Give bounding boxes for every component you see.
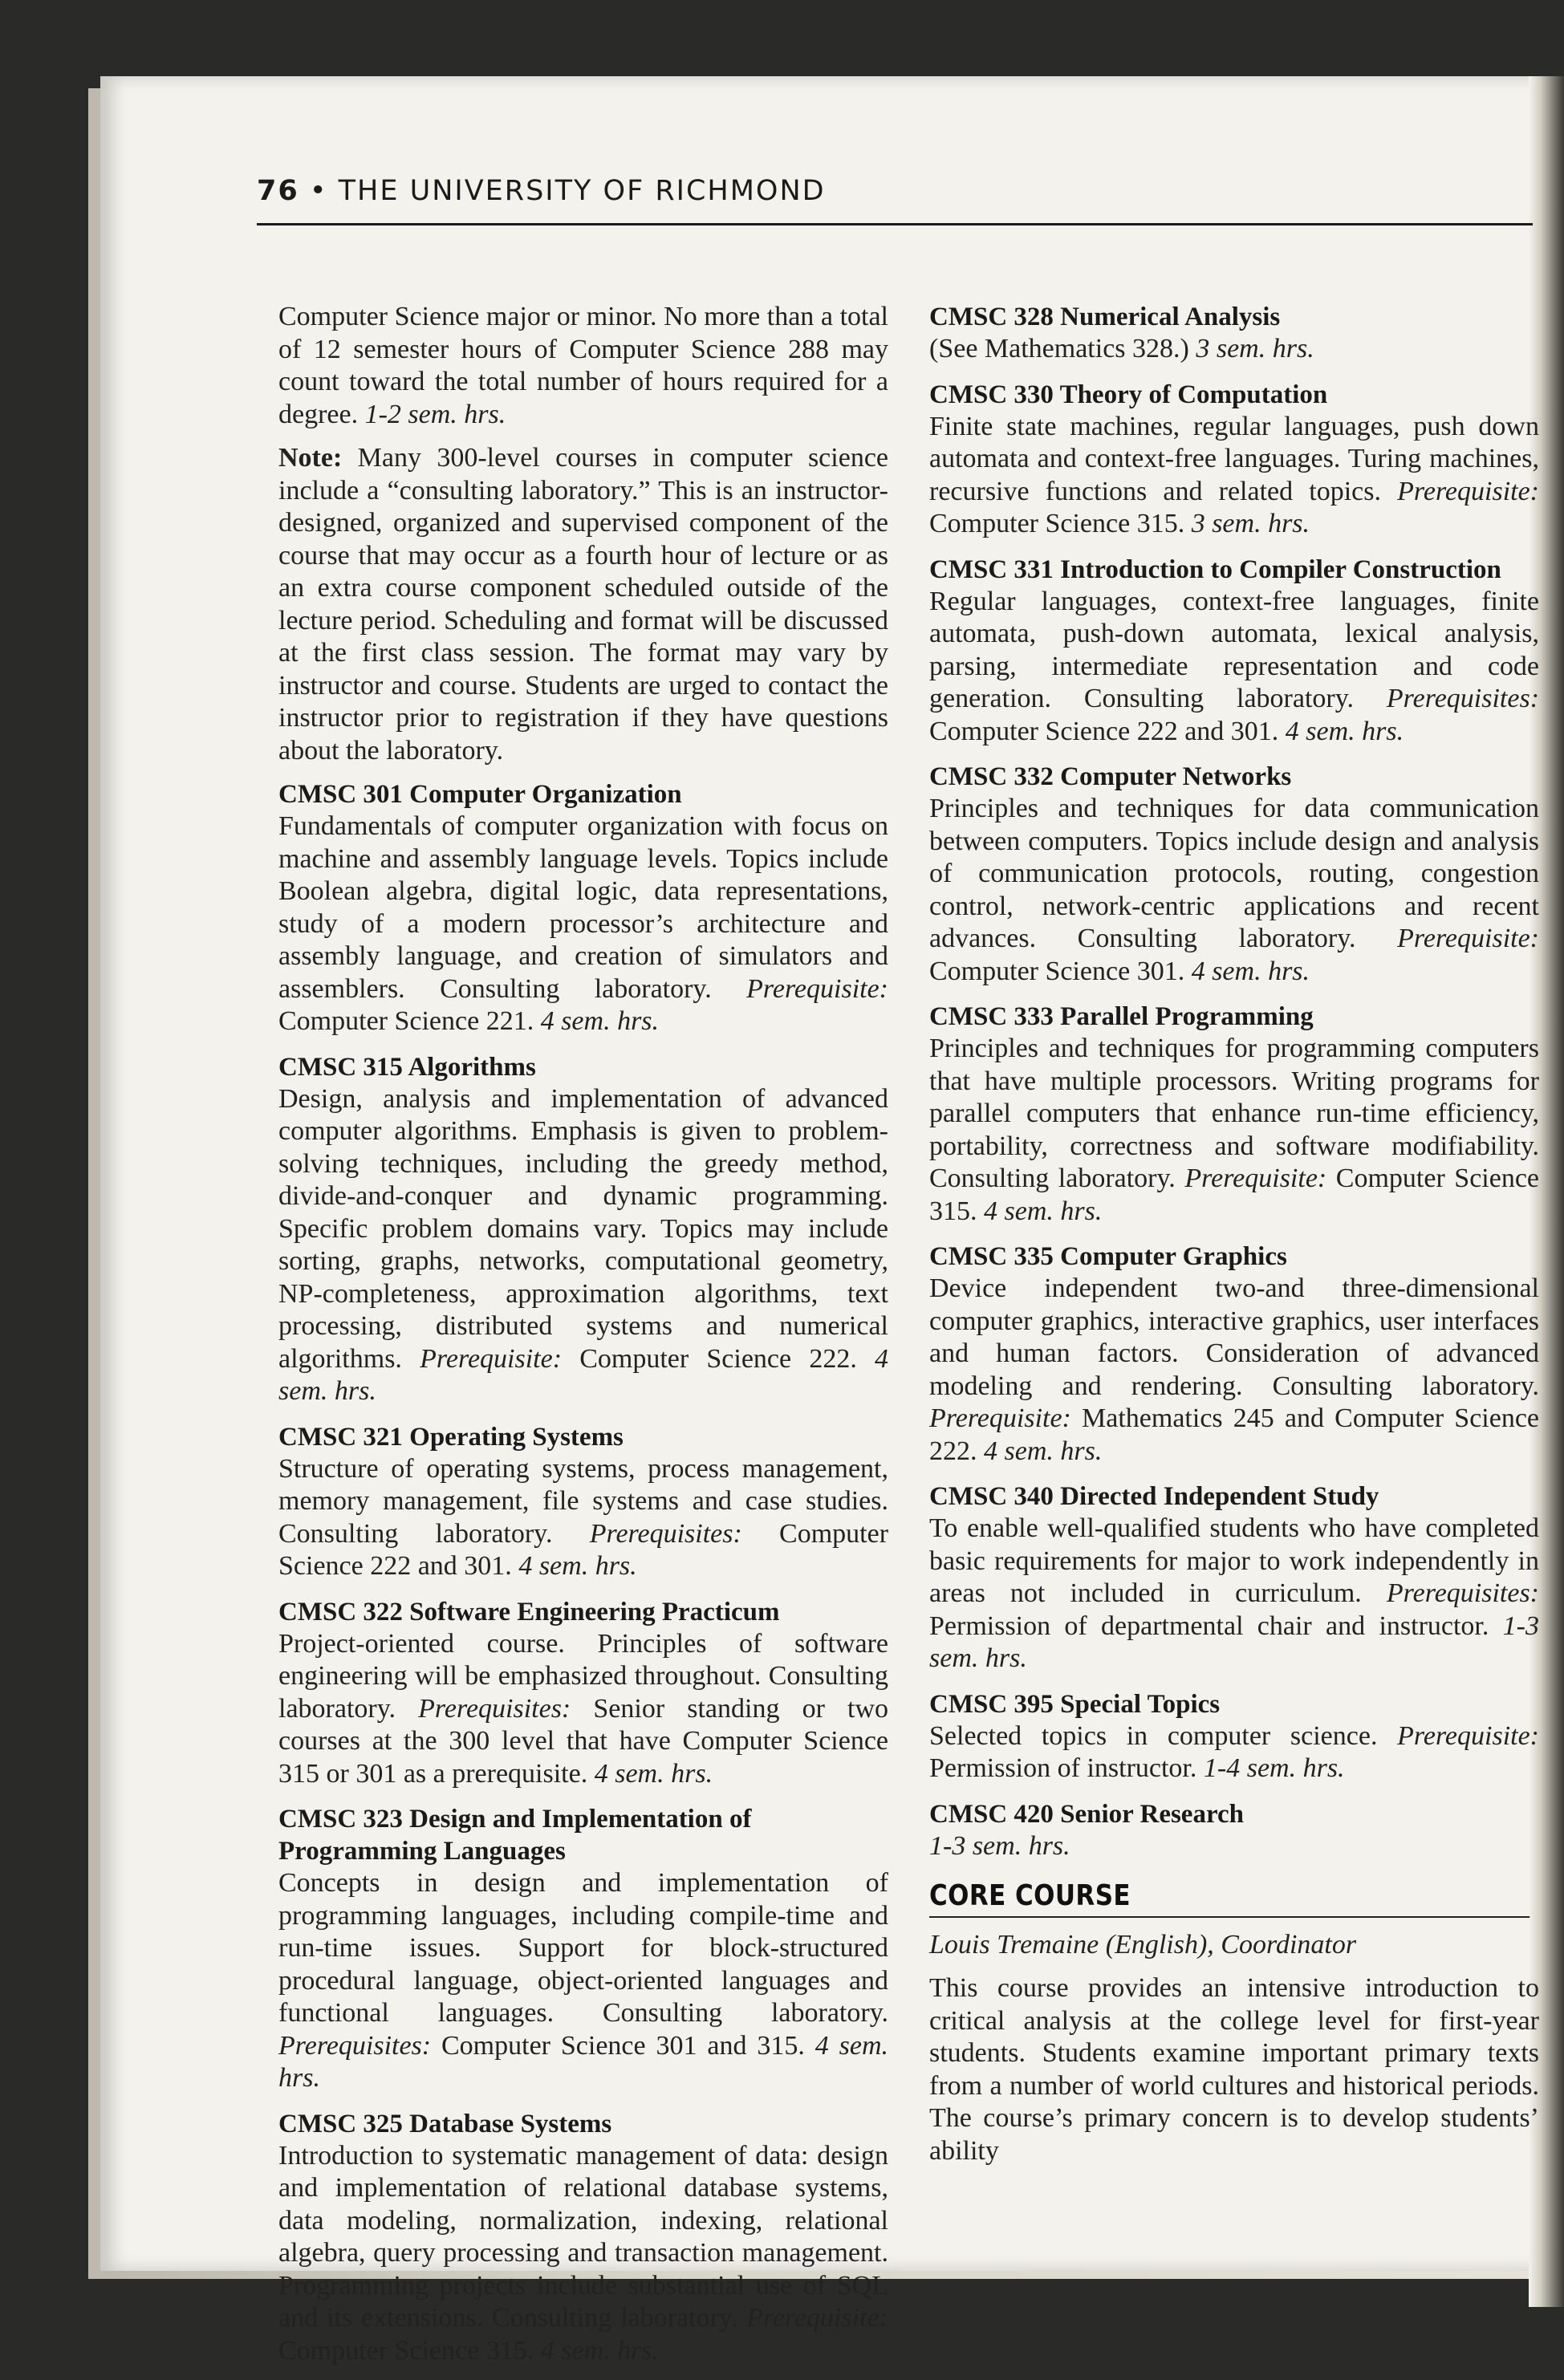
course-title: CMSC 325 Database Systems xyxy=(278,2109,612,2138)
course-title: CMSC 328 Numerical Analysis xyxy=(929,303,1281,331)
course-entry xyxy=(929,1798,1539,1863)
prerequisite-label: Prerequisites: xyxy=(418,1693,571,1724)
course-entry xyxy=(278,1596,888,1791)
core-description: This course provides an intensive introduction to critical analysis at the college level for first-year students. Students examine important primary texts from a number of world cultures and historical periods. The course’s primary concern is to develop students’ ability xyxy=(929,1973,1539,2166)
course-title: CMSC 420 Senior Research xyxy=(929,1799,1245,1829)
prerequisite-text: Computer Science 221. xyxy=(278,1006,534,1036)
course-title: CMSC 333 Parallel Programming xyxy=(929,1002,1314,1031)
header-title: THE UNIVERSITY OF RICHMOND xyxy=(338,175,826,207)
course-entry xyxy=(929,1241,1539,1468)
course-description xyxy=(929,793,1539,988)
prerequisite-text: Computer Science 222 and 301. xyxy=(929,716,1279,746)
intro-hours: 1-2 sem. hrs. xyxy=(364,399,506,429)
course-description xyxy=(278,1628,888,1791)
course-description-text: Device independent two-and three-dimensional computer graphics, interactive graphics, user interfaces and human factors. Consideration of advanced modeling and rendering. Consulting laboratory. xyxy=(929,1273,1539,1401)
course-entry xyxy=(278,778,888,1038)
running-head xyxy=(257,175,826,207)
prerequisite-label: Prerequisite: xyxy=(420,1343,563,1374)
course-description xyxy=(929,1273,1539,1468)
course-entry xyxy=(278,1803,888,2095)
course-entry xyxy=(929,1688,1539,1785)
prerequisite-text: Permission of departmental chair and instructor. xyxy=(929,1610,1489,1641)
intro-paragraph xyxy=(278,301,888,431)
course-title: CMSC 332 Computer Networks xyxy=(929,762,1292,791)
core-coordinator: Louis Tremaine (English), Coordinator xyxy=(929,1929,1357,1960)
course-description-text: Regular languages, context-free languages, finite automata, push-down automata, lexical analysis, parsing, intermediate representation and code generation. Consulting laboratory. xyxy=(929,586,1539,713)
course-title: CMSC 322 Software Engineering Practicum xyxy=(278,1597,780,1627)
course-description-text: Structure of operating systems, process management, memory management, file systems and case studies. Consulting laboratory. xyxy=(278,1453,888,1549)
page-number: 76 xyxy=(257,175,299,207)
course-hours: 4 sem. hrs. xyxy=(1285,716,1404,746)
course-hours: 1-3 sem. hrs. xyxy=(929,1830,1070,1861)
course-description xyxy=(929,1720,1539,1785)
prerequisite-label: Prerequisite: xyxy=(746,973,888,1004)
course-description-text: (See Mathematics 328.) xyxy=(929,334,1189,363)
prerequisite-label: Prerequisite: xyxy=(1184,1164,1327,1193)
course-description-text: To enable well-qualified students who have completed basic requirements for major to work independently in areas not included in curriculum. xyxy=(929,1513,1539,1608)
prerequisite-label: Prerequisite: xyxy=(1397,924,1539,953)
right-column xyxy=(929,301,1539,2179)
prerequisite-text: Computer Science 222 and 301. xyxy=(278,1518,889,1581)
prerequisite-text: Computer Science 315. xyxy=(929,509,1185,538)
course-description xyxy=(929,1033,1539,1228)
prerequisite-label: Prerequisite: xyxy=(929,1403,1071,1433)
prerequisite-text: Computer Science 315. xyxy=(929,1164,1540,1226)
course-title: CMSC 301 Computer Organization xyxy=(278,780,682,809)
course-description xyxy=(929,333,1539,366)
course-entry xyxy=(929,379,1539,541)
course-entry xyxy=(929,1480,1539,1675)
note-paragraph xyxy=(278,442,888,767)
prerequisite-label: Prerequisites: xyxy=(1386,684,1540,713)
course-hours: 3 sem. hrs. xyxy=(1196,334,1314,363)
header-rule xyxy=(257,223,1533,225)
course-title: CMSC 340 Directed Independent Study xyxy=(929,1482,1379,1511)
course-description xyxy=(929,1513,1539,1675)
course-description-text: Design, analysis and implementation of advanced computer algorithms. Emphasis is given to problem-solving techniques, including the greedy method, divide-and-conquer and dynamic programming. Specific problem domains vary. Topics may include sorting, graphs, networks, computational geometry, NP-completeness, approximation algorithms, text processing, distributed systems and numerical algorithms. xyxy=(278,1083,888,1374)
course-hours: 4 sem. hrs. xyxy=(540,2335,660,2366)
course-title: CMSC 331 Introduction to Compiler Construction xyxy=(929,554,1501,584)
course-description xyxy=(278,1867,888,2095)
prerequisite-label: Prerequisites: xyxy=(1386,1578,1539,1608)
right-course-list xyxy=(929,301,1539,1862)
course-title: CMSC 330 Theory of Computation xyxy=(929,380,1328,409)
course-title: CMSC 321 Operating Systems xyxy=(278,1422,624,1452)
left-column xyxy=(278,301,888,2380)
course-description xyxy=(278,1083,888,1408)
course-hours: 4 sem. hrs. xyxy=(984,1196,1103,1226)
course-description-text: Selected topics in computer science. xyxy=(929,1720,1378,1751)
note-text: Many 300-level courses in computer science include a “consulting laboratory.” This is an instructor-designed, organized and supervised component of the course that may occur as a fourth hour of lecture or as an extra course component scheduled outside of the lecture period. Scheduling and format will be discussed at the first class session. The format may vary by instructor and course. Students are urged to contact the instructor prior to registration if they have questions about the laboratory. xyxy=(278,443,888,766)
course-title: CMSC 315 Algorithms xyxy=(278,1052,536,1082)
course-hours: 1-3 sem. hrs. xyxy=(929,1610,1539,1673)
course-description-text: Concepts in design and implementation of programming languages, including compile-time and run-time issues. Support for block-structured procedural language, object-oriented languages and functional languages. Consulting laboratory. xyxy=(278,1868,888,2028)
course-description xyxy=(929,586,1539,749)
course-hours: 4 sem. hrs. xyxy=(518,1551,637,1581)
course-entry xyxy=(929,761,1539,988)
course-title: CMSC 395 Special Topics xyxy=(929,1689,1221,1719)
course-hours: 4 sem. hrs. xyxy=(984,1436,1103,1466)
header-bullet: • xyxy=(309,175,328,207)
course-description-text: Principles and techniques for data communication between computers. Topics include design and analysis of communication protocols, routing, congestion control, network-centric applications and recent advances. Consulting laboratory. xyxy=(929,794,1539,953)
intro-text: Computer Science major or minor. No more than a total of 12 semester hours of Computer Science 288 may count toward the total number of hours required for a degree. xyxy=(278,302,888,429)
prerequisite-text: Mathematics 245 and Computer Science 222. xyxy=(929,1403,1540,1466)
prerequisite-label: Prerequisite: xyxy=(746,2303,888,2333)
course-hours: 4 sem. hrs. xyxy=(1191,956,1310,986)
course-hours: 4 sem. hrs. xyxy=(278,2030,888,2093)
course-description xyxy=(929,411,1539,541)
prerequisite-text: Computer Science 222. xyxy=(579,1343,857,1374)
course-description xyxy=(278,2140,888,2368)
course-entry xyxy=(929,554,1539,749)
prerequisite-text: Permission of instructor. xyxy=(929,1753,1197,1783)
prerequisite-text: Senior standing or two courses at the 300 level that have Computer Science 315 or 301 as a prerequisite. xyxy=(278,1693,889,1789)
course-description-text: Introduction to systematic management of data: design and implementation of relational database systems, data modeling, normalization, indexing, relational algebra, query processing and transaction management. Programming projects include substantial use of SQL and its extensions. Consulting laboratory. xyxy=(278,2140,888,2333)
prerequisite-label: Prerequisites: xyxy=(589,1518,742,1549)
course-description-text: Finite state machines, regular languages, push down automata and context-free languages. Turing machines, recursive functions and related topics. xyxy=(929,411,1539,506)
course-hours: 4 sem. hrs. xyxy=(540,1006,660,1036)
course-description-text: Principles and techniques for programming computers that have multiple processors. Writing programs for parallel computers that enhance run-time efficiency, portability, correctness and software modifiability. Consulting laboratory. xyxy=(929,1034,1539,1193)
course-hours: 4 sem. hrs. xyxy=(594,1758,713,1789)
course-entry xyxy=(278,1421,888,1583)
prerequisite-label: Prerequisites: xyxy=(278,2030,432,2061)
course-description-text: Fundamentals of computer organization with focus on machine and assembly language levels. Topics include Boolean algebra, digital logic, data representations, study of a modern processor’s architecture and assembly language, and creation of simulators and assemblers. Consulting laboratory. xyxy=(278,811,888,1004)
course-hours: 1-4 sem. hrs. xyxy=(1203,1753,1345,1783)
prerequisite-label: Prerequisite: xyxy=(1397,476,1539,506)
course-description xyxy=(278,810,888,1038)
course-title: CMSC 335 Computer Graphics xyxy=(929,1242,1287,1271)
core-course-heading: CORE COURSE xyxy=(929,1880,1529,1918)
course-entry xyxy=(278,2108,888,2368)
course-title: CMSC 323 Design and Implementation of Programming Languages xyxy=(278,1805,752,1866)
prerequisite-text: Computer Science 301 and 315. xyxy=(441,2030,805,2061)
course-entry xyxy=(278,1051,888,1408)
course-description xyxy=(278,1453,888,1583)
course-entry xyxy=(929,301,1539,366)
course-description xyxy=(929,1830,1539,1863)
prerequisite-label: Prerequisite: xyxy=(1397,1720,1539,1751)
prerequisite-text: Computer Science 315. xyxy=(278,2335,534,2366)
course-description-text: Project-oriented course. Principles of software engineering will be emphasized throughout. Consulting laboratory. xyxy=(278,1628,888,1724)
note-label: Note: xyxy=(278,443,343,473)
course-entry xyxy=(929,1001,1539,1228)
course-hours: 3 sem. hrs. xyxy=(1191,509,1310,538)
course-hours: 4 sem. hrs. xyxy=(278,1343,889,1406)
prerequisite-text: Computer Science 301. xyxy=(929,956,1185,986)
